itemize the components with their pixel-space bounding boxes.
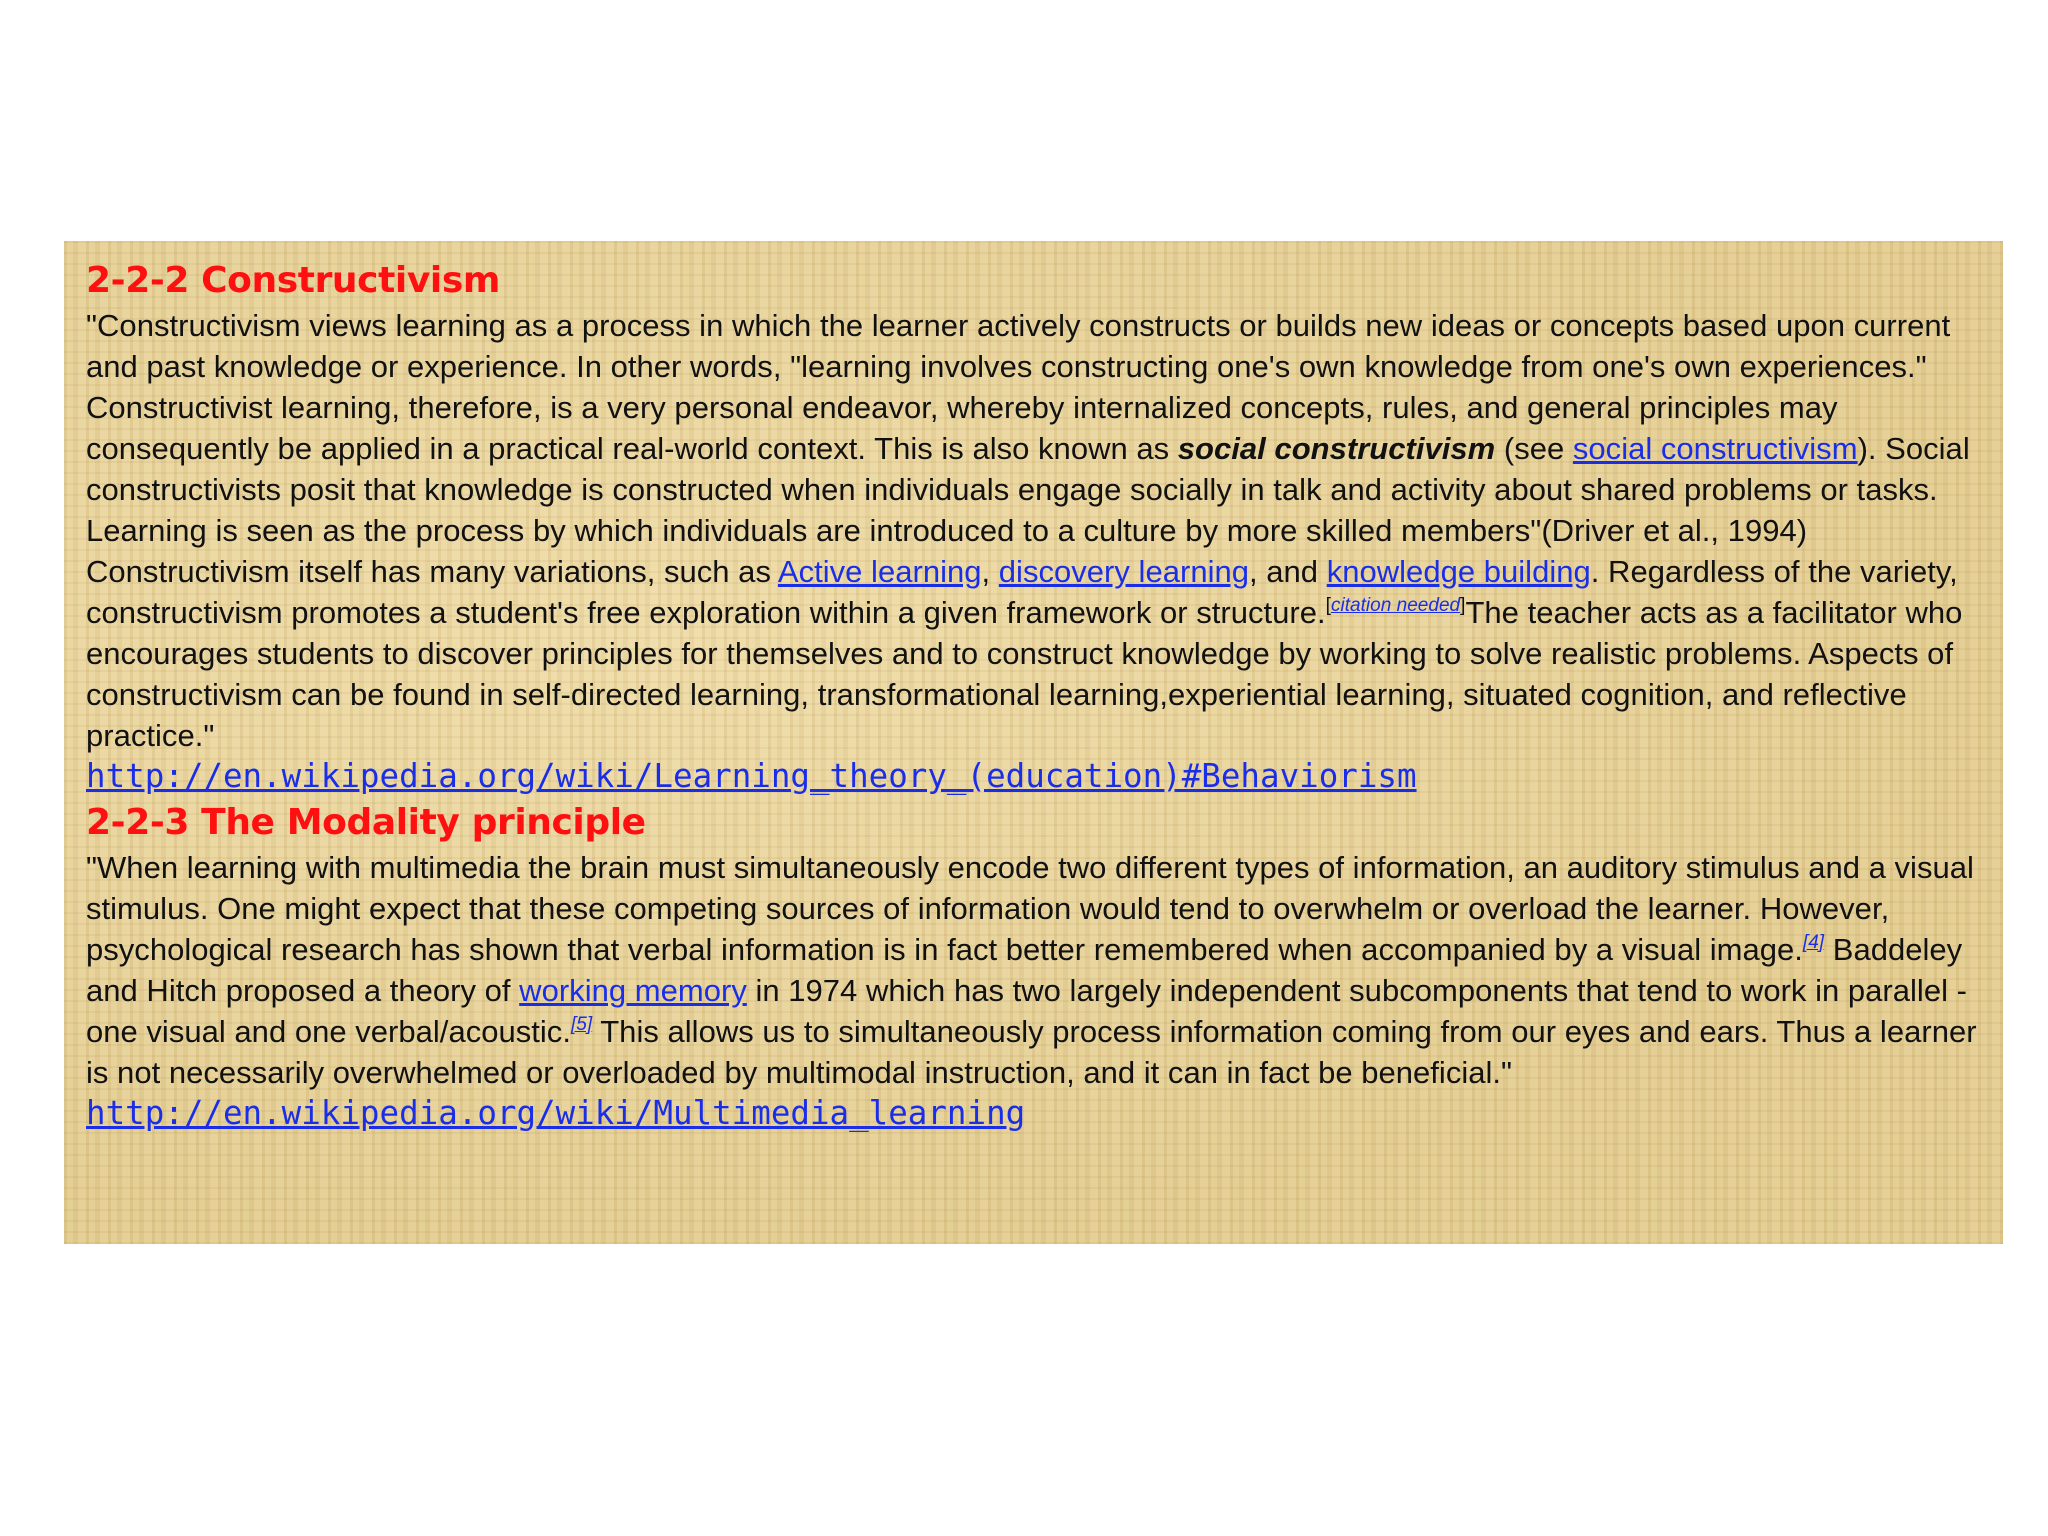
link-working-memory[interactable]: working memory [519, 973, 747, 1008]
constructivism-paragraph [86, 305, 1981, 756]
text-run: , [981, 554, 999, 589]
text-run: "When learning with multimedia the brain must simultaneously encode two different types of information, an auditory stimulus and a visual stimulus. One might expect that these competing sources of information would tend to overwhelm or overload the learner. However, psychological research has shown that verbal information is in fact better remembered when accompanied by a visual image. [86, 850, 1974, 967]
text-run: . Regardless of the variety, constructivism promotes a student's free exploration within a given framework or structure. [86, 554, 1958, 630]
citation-needed-note: [citation needed] [1325, 595, 1466, 616]
term-social-constructivism: social constructivism [1177, 431, 1496, 466]
link-discovery-learning[interactable]: discovery learning [998, 554, 1250, 589]
link-active-learning[interactable]: Active learning [777, 554, 982, 589]
modality-paragraph [86, 847, 1981, 1093]
reference-5-link[interactable]: [5] [570, 1014, 593, 1035]
link-social-constructivism[interactable]: social constructivism [1572, 431, 1858, 466]
text-run: The teacher acts as a facilitator who encourages students to discover principles for themselves and to construct knowledge by working to solve realistic problems. Aspects of constructivism can be found in self-directed learning, transformational learning,experiential learning, situated cognition, and reflective practice." [86, 595, 1963, 753]
slide-content-panel [64, 241, 2003, 1244]
source-url-multimedia-learning[interactable]: http://en.wikipedia.org/wiki/Multimedia_learning [86, 1094, 1026, 1132]
source-url-learning-theory[interactable]: http://en.wikipedia.org/wiki/Learning_theory_(education)#Behaviorism [86, 757, 1417, 795]
text-run: Baddeley and Hitch proposed a theory of [86, 932, 1963, 1008]
section-heading-modality-principle: 2-2-3 The Modality principle [86, 802, 646, 843]
text-run: "Constructivism views learning as a process in which the learner actively constructs or builds new ideas or concepts based upon current and past knowledge or experience. In other words, "learning involves constructing one's own knowledge from one's own experiences." Constructivist learning, therefore, is a very personal endeavor, whereby internalized concepts, rules, and general principles may consequently be applied in a practical real-world context. This is also known as [86, 308, 1951, 466]
link-citation-needed[interactable]: citation needed [1330, 595, 1461, 616]
text-run: ). Social constructivists posit that knowledge is constructed when individuals engage socially in talk and activity about shared problems or tasks. Learning is seen as the process by which individuals are introduced to a culture by more skilled members"(Driver et al., 1994) Constructivism itself has many variations, such as [86, 431, 1970, 589]
section-heading-constructivism: 2-2-2 Constructivism [86, 260, 500, 301]
text-run: This allows us to simultaneously process information coming from our eyes and ears. Thus a learner is not necessarily overwhelmed or overloaded by multimodal instruction, and it can in fact be beneficial." [86, 1014, 1977, 1090]
reference-4-link[interactable]: [4] [1802, 932, 1825, 953]
text-run: , and [1249, 554, 1327, 589]
text-run: in 1974 which has two largely independent subcomponents that tend to work in parallel - one visual and one verbal/acoustic. [86, 973, 1967, 1049]
link-knowledge-building[interactable]: knowledge building [1326, 554, 1591, 589]
text-run: (see [1495, 431, 1573, 466]
